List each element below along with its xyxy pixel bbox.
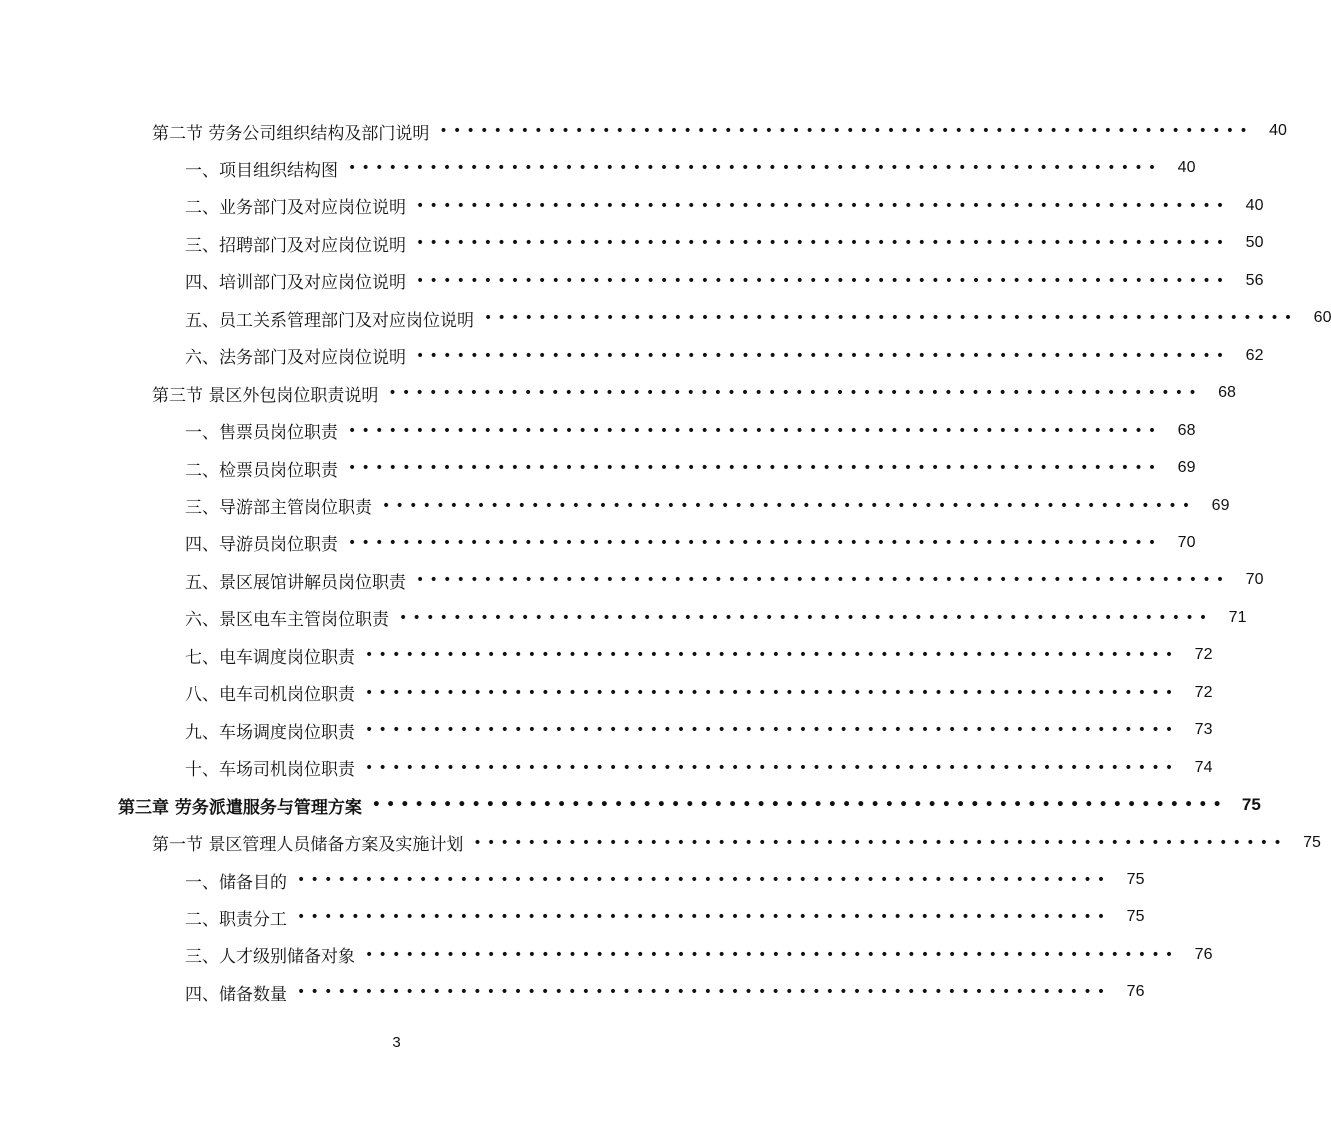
toc-entry[interactable] — [152, 379, 1236, 407]
dot-leader: •••••••••••••••••••••••••••••••••••••••••••••••••••••••••••• — [416, 572, 1230, 589]
dot-leader: •••••••••••••••••••••••••••••••••••••••••••••••••••••••••••• — [371, 797, 1227, 814]
toc-entry-title: 十、车场司机岗位职责 — [185, 760, 355, 781]
page-number: 3 — [392, 1034, 401, 1051]
toc-entry-title: 五、员工关系管理部门及对应岗位说明 — [185, 310, 474, 331]
toc-entry-title: 五、景区展馆讲解员岗位职责 — [185, 572, 406, 593]
toc-entry-page: 76 — [1126, 983, 1145, 1001]
toc-entry-title: 一、售票员岗位职责 — [185, 423, 338, 444]
dot-leader: •••••••••••••••••••••••••••••••••••••••••••••••••••••••••••• — [365, 647, 1179, 664]
dot-leader: •••••••••••••••••••••••••••••••••••••••••••••••••••••••••••• — [382, 497, 1196, 514]
toc-entry-page: 75 — [1303, 833, 1321, 851]
toc-entry[interactable] — [185, 566, 1264, 594]
toc-entry[interactable] — [185, 154, 1196, 182]
toc-entry-page: 75 — [1126, 871, 1145, 888]
dot-leader: •••••••••••••••••••••••••••••••••••••••••••••••••••••••••••• — [365, 759, 1179, 776]
toc-entry-title: 四、储备数量 — [185, 984, 287, 1005]
dot-leader: •••••••••••••••••••••••••••••••••••••••••••••••••••••••••••• — [416, 347, 1230, 364]
toc-entry[interactable] — [152, 829, 1321, 857]
toc-entry-page: 70 — [1177, 533, 1196, 551]
toc-entry-title: 七、电车调度岗位职责 — [185, 647, 355, 668]
dot-leader: •••••••••••••••••••••••••••••••••••••••••••••••••••••••••••• — [348, 534, 1162, 551]
toc-entry[interactable] — [185, 941, 1213, 969]
toc-entry[interactable] — [185, 604, 1247, 632]
dot-leader: •••••••••••••••••••••••••••••••••••••••••••••••••••••••••••• — [297, 984, 1111, 1001]
toc-entry-page: 69 — [1177, 459, 1196, 477]
toc-entry-title: 第三章 劳务派遣服务与管理方案 — [118, 797, 362, 818]
toc-entry-title: 八、电车司机岗位职责 — [185, 685, 355, 706]
toc-entry[interactable] — [185, 866, 1145, 894]
toc-entry-title: 六、法务部门及对应岗位说明 — [185, 348, 406, 369]
toc-entry-title: 六、景区电车主管岗位职责 — [185, 610, 389, 631]
toc-entry[interactable] — [185, 267, 1264, 295]
toc-entry-page: 40 — [1245, 196, 1264, 214]
toc-entry-title: 三、人才级别储备对象 — [185, 947, 355, 968]
toc-entry-page: 40 — [1269, 122, 1287, 139]
toc-entry[interactable] — [185, 304, 1331, 332]
toc-entry-title: 三、导游部主管岗位职责 — [185, 498, 372, 518]
toc-entry[interactable] — [185, 641, 1213, 669]
toc-entry[interactable] — [185, 417, 1196, 445]
toc-entry-title: 一、储备目的 — [185, 872, 287, 893]
toc-entry-page: 73 — [1194, 721, 1213, 739]
toc-entry[interactable] — [185, 492, 1230, 520]
dot-leader: •••••••••••••••••••••••••••••••••••••••••••••••••••••••••••• — [399, 609, 1213, 626]
dot-leader: •••••••••••••••••••••••••••••••••••••••••••••••••••••••••••• — [473, 834, 1287, 851]
toc-entry-page: 50 — [1245, 234, 1264, 252]
toc-entry-title: 九、车场调度岗位职责 — [185, 722, 355, 743]
dot-leader: •••••••••••••••••••••••••••••••••••••••••••••••••••••••••••• — [365, 684, 1179, 701]
toc-entry[interactable] — [118, 791, 1261, 819]
toc-entry-page: 40 — [1177, 159, 1196, 177]
toc-entry-page: 68 — [1218, 384, 1236, 402]
dot-leader: •••••••••••••••••••••••••••••••••••••••••••••••••••••••••••• — [439, 123, 1253, 139]
toc-entry-page: 56 — [1245, 271, 1264, 289]
dot-leader: •••••••••••••••••••••••••••••••••••••••••••••••••••••••••••• — [297, 909, 1111, 926]
toc-entry[interactable] — [185, 342, 1264, 370]
dot-leader: •••••••••••••••••••••••••••••••••••••••••••••••••••••••••••• — [416, 272, 1230, 289]
dot-leader: •••••••••••••••••••••••••••••••••••••••••••••••••••••••••••• — [348, 160, 1162, 177]
toc-entry-page: 68 — [1177, 421, 1196, 439]
dot-leader: •••••••••••••••••••••••••••••••••••••••••••••••••••••••••••• — [365, 722, 1179, 739]
toc-entry[interactable] — [185, 529, 1196, 557]
dot-leader: •••••••••••••••••••••••••••••••••••••••••••••••••••••••••••• — [348, 422, 1162, 439]
dot-leader: •••••••••••••••••••••••••••••••••••••••••••••••••••••••••••• — [365, 946, 1179, 963]
toc-entry[interactable] — [185, 229, 1264, 257]
toc-entry-title: 二、业务部门及对应岗位说明 — [185, 198, 406, 219]
toc-entry-page: 60 — [1313, 309, 1331, 327]
toc-entry[interactable] — [185, 903, 1145, 931]
toc-entry-page: 75 — [1126, 908, 1145, 926]
toc-entry-page: 76 — [1194, 945, 1213, 963]
toc-entry-page: 70 — [1245, 571, 1264, 589]
dot-leader: •••••••••••••••••••••••••••••••••••••••••••••••••••••••••••• — [297, 872, 1111, 888]
toc-entry-page: 62 — [1245, 346, 1264, 364]
toc-entry-title: 四、培训部门及对应岗位说明 — [185, 273, 406, 294]
dot-leader: •••••••••••••••••••••••••••••••••••••••••••••••••••••••••••• — [484, 310, 1298, 327]
toc-entry-title: 第三节 景区外包岗位职责说明 — [152, 385, 379, 406]
toc-entry-title: 一、项目组织结构图 — [185, 160, 338, 181]
toc-entry-page: 69 — [1211, 496, 1230, 514]
toc-entry-page: 71 — [1228, 608, 1247, 626]
toc-entry[interactable] — [185, 192, 1264, 220]
toc-entry[interactable] — [185, 716, 1213, 744]
toc-entry-title: 二、职责分工 — [185, 909, 287, 930]
dot-leader: •••••••••••••••••••••••••••••••••••••••••••••••••••••••••••• — [348, 460, 1162, 477]
toc-entry[interactable] — [185, 978, 1145, 1006]
toc-entry-title: 二、检票员岗位职责 — [185, 460, 338, 481]
toc-entry[interactable] — [185, 754, 1213, 782]
toc-entry-title: 三、招聘部门及对应岗位说明 — [185, 235, 406, 256]
dot-leader: •••••••••••••••••••••••••••••••••••••••••••••••••••••••••••• — [388, 385, 1202, 402]
toc-entry-title: 第一节 景区管理人员储备方案及实施计划 — [152, 835, 464, 856]
toc-entry-page: 74 — [1194, 758, 1213, 776]
toc-entry-page: 75 — [1241, 795, 1261, 815]
toc-entry[interactable] — [185, 679, 1213, 707]
toc-entry-page: 72 — [1194, 683, 1213, 701]
dot-leader: •••••••••••••••••••••••••••••••••••••••••••••••••••••••••••• — [416, 197, 1230, 214]
toc-entry[interactable] — [152, 117, 1287, 145]
toc-entry-title: 第二节 劳务公司组织结构及部门说明 — [152, 123, 430, 144]
toc-entry-title: 四、导游员岗位职责 — [185, 535, 338, 556]
toc-entry-page: 72 — [1194, 646, 1213, 664]
dot-leader: •••••••••••••••••••••••••••••••••••••••••••••••••••••••••••• — [416, 235, 1230, 252]
toc-entry[interactable] — [185, 454, 1196, 482]
